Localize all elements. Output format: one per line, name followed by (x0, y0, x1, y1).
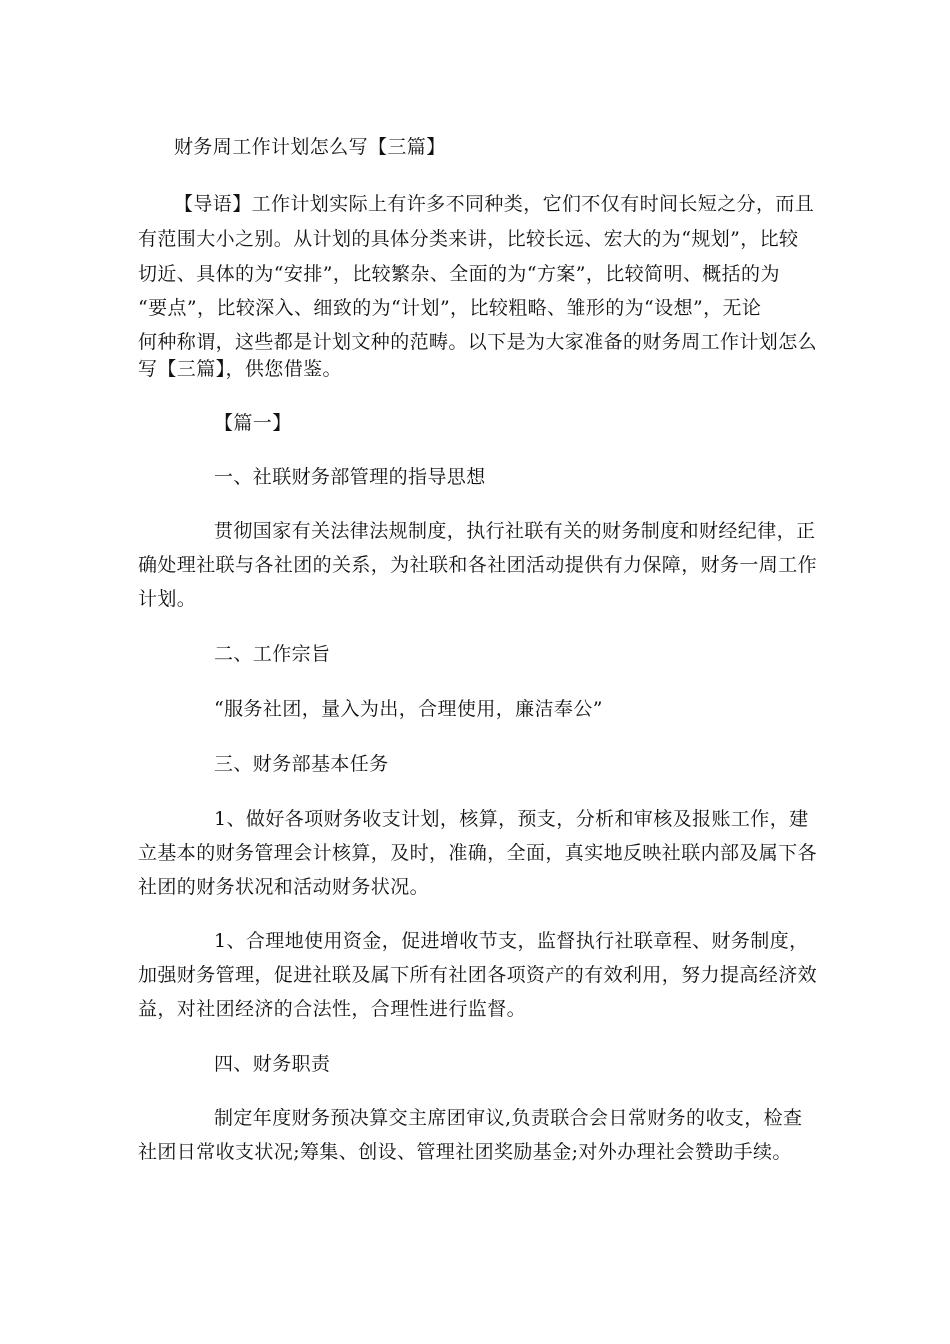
intro-line: 有范围大小之别。从计划的具体分类来讲，比较长远、宏大的为“规划”，比较 (138, 228, 799, 250)
heading-work-purpose: 二、工作宗旨 (214, 643, 331, 665)
section-label: 【篇一】 (214, 412, 292, 434)
intro-line: 何种称谓，这些都是计划文种的范畴。以下是为大家准备的财务周工作计划怎么 (138, 331, 818, 353)
intro-line: 【导语】工作计划实际上有许多不同种类，它们不仅有时间长短之分，而且 (174, 193, 815, 215)
paragraph-line: 计划。 (138, 588, 197, 610)
heading-guiding-ideology: 一、社联财务部管理的指导思想 (214, 466, 486, 488)
paragraph-line: 1、合理地使用资金，促进增收节支，监督执行社联章程、财务制度， (214, 930, 809, 952)
paragraph-line: 制定年度财务预决算交主席团审议,负责联合会日常财务的收支，检查 (214, 1107, 803, 1129)
intro-line: 切近、具体的为“安排”，比较繁杂、全面的为“方案”，比较简明、概括的为 (138, 263, 780, 285)
paragraph-line: 立基本的财务管理会计核算，及时，准确，全面，真实地反映社联内部及属下各 (138, 842, 818, 864)
intro-line: 写【三篇】，供您借鉴。 (138, 358, 342, 380)
heading-financial-duties: 四、财务职责 (214, 1053, 331, 1075)
paragraph-line: 益，对社团经济的合法性，合理性进行监督。 (138, 998, 527, 1020)
paragraph-line: 1、做好各项财务收支计划，核算，预支，分析和审核及报账工作，建 (214, 808, 809, 830)
paragraph-line: 加强财务管理，促进社联及属下所有社团各项资产的有效利用，努力提高经济效 (138, 964, 818, 986)
paragraph-line: 贯彻国家有关法律法规制度，执行社联有关的财务制度和财经纪律，正 (214, 520, 816, 542)
paragraph-line: 确处理社联与各社团的关系，为社联和各社团活动提供有力保障，财务一周工作 (138, 554, 818, 576)
document-title: 财务周工作计划怎么写【三篇】 (174, 136, 446, 158)
motto-text: “服务社团，量入为出，合理使用，廉洁奉公” (214, 698, 603, 720)
heading-basic-tasks: 三、财务部基本任务 (214, 753, 389, 775)
paragraph-line: 社团的财务状况和活动财务状况。 (138, 876, 430, 898)
intro-line: “要点”，比较深入、细致的为“计划”，比较粗略、雏形的为“设想”，无论 (138, 297, 762, 319)
paragraph-line: 社团日常收支状况;筹集、创设、管理社团奖励基金;对外办理社会赞助手续。 (138, 1141, 792, 1163)
